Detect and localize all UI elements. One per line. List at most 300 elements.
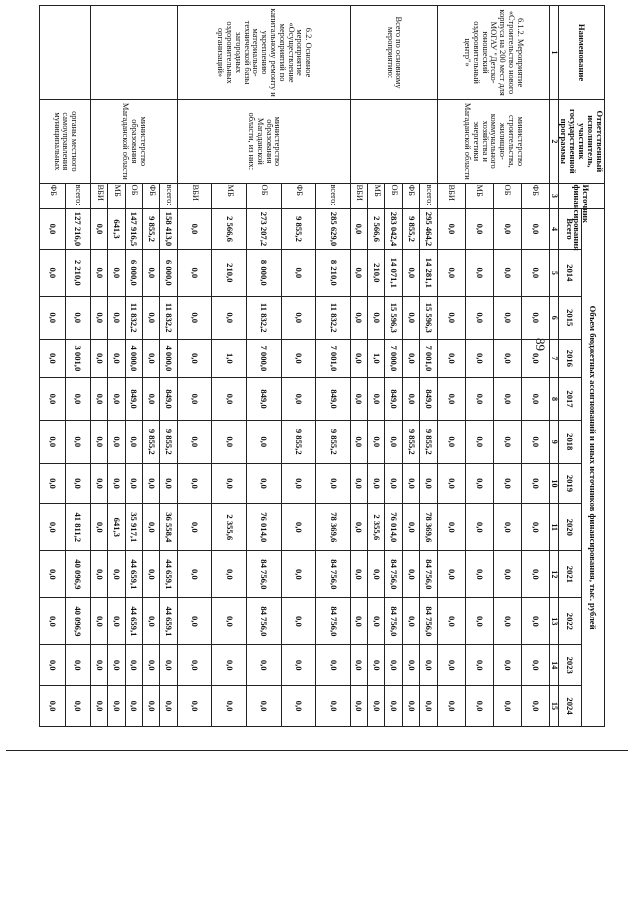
column-number: 14 xyxy=(549,645,558,686)
cell-value: 0,0 xyxy=(39,463,65,504)
header-year: 2014 xyxy=(558,249,581,296)
cell-value: 2 210,0 xyxy=(65,249,90,296)
row-source: ФБ xyxy=(402,183,419,209)
cell-value: 0,0 xyxy=(350,249,367,296)
row-source: МБ xyxy=(368,183,385,209)
row-source: ОБ xyxy=(493,183,521,209)
row-source: ВБИ xyxy=(350,183,367,209)
row-source: ФБ xyxy=(39,183,65,209)
cell-value: 0,0 xyxy=(368,296,385,339)
cell-value: 4 000,0 xyxy=(160,339,177,378)
cell-value: 0,0 xyxy=(108,378,125,421)
cell-value: 0,0 xyxy=(212,420,247,463)
column-number: 1 xyxy=(549,6,558,100)
cell-value: 0,0 xyxy=(402,463,419,504)
row-name xyxy=(39,6,90,100)
cell-value: 0,0 xyxy=(91,504,108,551)
cell-value: 0,0 xyxy=(368,463,385,504)
header-year: 2018 xyxy=(558,420,581,463)
cell-value: 0,0 xyxy=(493,645,521,686)
cell-value: 9 855,2 xyxy=(402,420,419,463)
row-responsible: министерство строительства, жилищно-коммунального хозяйства и энергетики Магаданской области xyxy=(437,100,549,183)
row-source: ОБ xyxy=(246,183,281,209)
cell-value: 0,0 xyxy=(108,296,125,339)
cell-value: 0,0 xyxy=(402,686,419,727)
row-source: ВБИ xyxy=(91,183,108,209)
cell-value: 0,0 xyxy=(350,686,367,727)
cell-value: 0,0 xyxy=(91,645,108,686)
cell-value: 1,0 xyxy=(368,339,385,378)
header-year: 2023 xyxy=(558,645,581,686)
row-source: всего: xyxy=(420,183,437,209)
cell-value: 0,0 xyxy=(350,598,367,645)
cell-value: 0,0 xyxy=(91,463,108,504)
cell-value: 44 659,1 xyxy=(160,598,177,645)
cell-value: 84 756,0 xyxy=(316,551,351,598)
cell-value: 40 096,9 xyxy=(65,551,90,598)
cell-value: 0,0 xyxy=(385,463,402,504)
cell-value: 0,0 xyxy=(437,645,465,686)
cell-value: 0,0 xyxy=(521,209,549,250)
table-row xyxy=(316,6,351,727)
cell-value: 0,0 xyxy=(493,339,521,378)
cell-value: 0,0 xyxy=(108,420,125,463)
cell-value: 0,0 xyxy=(212,463,247,504)
cell-value: 0,0 xyxy=(521,339,549,378)
cell-value: 849,0 xyxy=(246,378,281,421)
cell-value: 0,0 xyxy=(177,339,212,378)
row-source: ФБ xyxy=(281,183,316,209)
header-year: 2020 xyxy=(558,504,581,551)
cell-value: 0,0 xyxy=(177,645,212,686)
cell-value: 7 000,0 xyxy=(246,339,281,378)
column-number: 15 xyxy=(549,686,558,727)
cell-value: 2 566,6 xyxy=(212,209,247,250)
cell-value: 0,0 xyxy=(91,296,108,339)
cell-value: 0,0 xyxy=(91,551,108,598)
cell-value: 0,0 xyxy=(402,339,419,378)
cell-value: 0,0 xyxy=(125,645,142,686)
column-number: 9 xyxy=(549,420,558,463)
cell-value: 84 756,0 xyxy=(385,598,402,645)
header-year: 2016 xyxy=(558,339,581,378)
cell-value: 84 756,0 xyxy=(420,598,437,645)
cell-value: 0,0 xyxy=(143,598,160,645)
cell-value: 9 855,2 xyxy=(316,420,351,463)
column-number: 6 xyxy=(549,296,558,339)
cell-value: 2 355,6 xyxy=(368,504,385,551)
cell-value: 0,0 xyxy=(437,598,465,645)
cell-value: 35 917,1 xyxy=(125,504,142,551)
cell-value: 0,0 xyxy=(493,420,521,463)
column-number: 11 xyxy=(549,504,558,551)
cell-value: 849,0 xyxy=(420,378,437,421)
cell-value: 9 855,2 xyxy=(281,209,316,250)
header-year: 2017 xyxy=(558,378,581,421)
cell-value: 849,0 xyxy=(316,378,351,421)
cell-value: 0,0 xyxy=(437,249,465,296)
cell-value: 0,0 xyxy=(39,551,65,598)
cell-value: 0,0 xyxy=(465,209,493,250)
cell-value: 0,0 xyxy=(143,378,160,421)
cell-value: 41 811,2 xyxy=(65,504,90,551)
cell-value: 0,0 xyxy=(493,249,521,296)
cell-value: 0,0 xyxy=(316,463,351,504)
table-row xyxy=(65,6,90,727)
cell-value: 0,0 xyxy=(39,209,65,250)
cell-value: 0,0 xyxy=(437,551,465,598)
row-source: МБ xyxy=(212,183,247,209)
cell-value: 11 832,2 xyxy=(125,296,142,339)
cell-value: 78 369,6 xyxy=(316,504,351,551)
cell-value: 0,0 xyxy=(177,686,212,727)
cell-value: 44 659,1 xyxy=(125,551,142,598)
cell-value: 0,0 xyxy=(212,598,247,645)
cell-value: 0,0 xyxy=(143,645,160,686)
cell-value: 0,0 xyxy=(212,296,247,339)
cell-value: 0,0 xyxy=(39,504,65,551)
cell-value: 0,0 xyxy=(143,551,160,598)
row-source: ВБИ xyxy=(437,183,465,209)
cell-value: 1,0 xyxy=(212,339,247,378)
row-responsible: министерство образования Магаданской области xyxy=(91,100,178,183)
header-name: Наименование xyxy=(558,6,604,100)
cell-value: 0,0 xyxy=(465,598,493,645)
cell-value: 2 355,6 xyxy=(212,504,247,551)
cell-value: 0,0 xyxy=(465,420,493,463)
row-source: ОБ xyxy=(385,183,402,209)
column-number: 4 xyxy=(549,209,558,250)
cell-value: 0,0 xyxy=(493,463,521,504)
cell-value: 0,0 xyxy=(402,249,419,296)
cell-value: 0,0 xyxy=(39,420,65,463)
cell-value: 0,0 xyxy=(281,645,316,686)
cell-value: 0,0 xyxy=(91,339,108,378)
cell-value: 0,0 xyxy=(465,504,493,551)
cell-value: 0,0 xyxy=(493,296,521,339)
cell-value: 0,0 xyxy=(246,645,281,686)
cell-value: 0,0 xyxy=(91,686,108,727)
cell-value: 849,0 xyxy=(160,378,177,421)
cell-value: 0,0 xyxy=(39,645,65,686)
cell-value: 158 413,0 xyxy=(160,209,177,250)
cell-value: 0,0 xyxy=(281,378,316,421)
cell-value: 44 659,1 xyxy=(160,551,177,598)
cell-value: 0,0 xyxy=(350,209,367,250)
cell-value: 0,0 xyxy=(465,686,493,727)
cell-value: 6 000,0 xyxy=(160,249,177,296)
cell-value: 9 855,2 xyxy=(160,420,177,463)
cell-value: 0,0 xyxy=(281,339,316,378)
cell-value: 0,0 xyxy=(65,420,90,463)
cell-value: 0,0 xyxy=(125,420,142,463)
cell-value: 15 596,3 xyxy=(420,296,437,339)
header-funding: Объем бюджетных ассигнований и иных источников финансирования, тыс. рублей xyxy=(581,209,604,727)
cell-value: 0,0 xyxy=(521,378,549,421)
cell-value: 0,0 xyxy=(246,463,281,504)
cell-value: 0,0 xyxy=(350,645,367,686)
cell-value: 0,0 xyxy=(177,249,212,296)
cell-value: 0,0 xyxy=(521,463,549,504)
cell-value: 0,0 xyxy=(350,339,367,378)
cell-value: 0,0 xyxy=(177,504,212,551)
cell-value: 0,0 xyxy=(368,686,385,727)
cell-value: 0,0 xyxy=(402,296,419,339)
cell-value: 0,0 xyxy=(177,598,212,645)
cell-value: 40 096,9 xyxy=(65,598,90,645)
cell-value: 0,0 xyxy=(65,296,90,339)
cell-value: 9 855,2 xyxy=(143,420,160,463)
cell-value: 0,0 xyxy=(125,463,142,504)
cell-value: 0,0 xyxy=(39,249,65,296)
cell-value: 0,0 xyxy=(521,551,549,598)
cell-value: 0,0 xyxy=(246,686,281,727)
row-source: МБ xyxy=(465,183,493,209)
header-total: Всего xyxy=(558,209,581,250)
cell-value: 0,0 xyxy=(402,645,419,686)
row-source: всего: xyxy=(316,183,351,209)
cell-value: 9 855,2 xyxy=(402,209,419,250)
cell-value: 0,0 xyxy=(281,463,316,504)
cell-value: 0,0 xyxy=(385,420,402,463)
cell-value: 0,0 xyxy=(368,551,385,598)
cell-value: 0,0 xyxy=(493,209,521,250)
cell-value: 0,0 xyxy=(281,551,316,598)
cell-value: 0,0 xyxy=(212,378,247,421)
cell-value: 849,0 xyxy=(385,378,402,421)
cell-value: 0,0 xyxy=(437,420,465,463)
cell-value: 0,0 xyxy=(465,463,493,504)
cell-value: 15 596,3 xyxy=(385,296,402,339)
cell-value: 0,0 xyxy=(281,504,316,551)
page-number: 89 xyxy=(533,338,548,351)
row-responsible: органы местного самоуправления муниципальных xyxy=(39,100,90,183)
header-year: 2015 xyxy=(558,296,581,339)
cell-value: 0,0 xyxy=(39,378,65,421)
header-year: 2021 xyxy=(558,551,581,598)
cell-value: 641,3 xyxy=(108,504,125,551)
cell-value: 11 832,2 xyxy=(246,296,281,339)
cell-value: 0,0 xyxy=(368,645,385,686)
row-name: 6.1.2. Мероприятие «Строительство нового корпуса на 200 мест для МОГАУ "Детско-юношеский оздоровительный центр"» xyxy=(437,6,549,100)
cell-value: 0,0 xyxy=(177,463,212,504)
cell-value: 0,0 xyxy=(521,645,549,686)
cell-value: 0,0 xyxy=(39,296,65,339)
cell-value: 0,0 xyxy=(521,249,549,296)
cell-value: 2 566,6 xyxy=(368,209,385,250)
column-number: 10 xyxy=(549,463,558,504)
cell-value: 0,0 xyxy=(177,378,212,421)
header-row-1 xyxy=(581,6,604,727)
cell-value: 0,0 xyxy=(91,420,108,463)
column-number-row xyxy=(549,6,558,727)
cell-value: 7 001,0 xyxy=(316,339,351,378)
cell-value: 0,0 xyxy=(493,598,521,645)
cell-value: 0,0 xyxy=(177,296,212,339)
cell-value: 0,0 xyxy=(402,504,419,551)
cell-value: 0,0 xyxy=(385,686,402,727)
column-number: 8 xyxy=(549,378,558,421)
cell-value: 0,0 xyxy=(281,598,316,645)
cell-value: 0,0 xyxy=(437,686,465,727)
cell-value: 0,0 xyxy=(420,686,437,727)
cell-value: 641,3 xyxy=(108,209,125,250)
cell-value: 0,0 xyxy=(420,645,437,686)
cell-value: 3 001,0 xyxy=(65,339,90,378)
cell-value: 0,0 xyxy=(437,378,465,421)
cell-value: 0,0 xyxy=(368,598,385,645)
cell-value: 0,0 xyxy=(143,339,160,378)
cell-value: 8 000,0 xyxy=(246,249,281,296)
cell-value: 0,0 xyxy=(143,296,160,339)
cell-value: 0,0 xyxy=(521,504,549,551)
cell-value: 0,0 xyxy=(493,378,521,421)
header-source: Источник финансирования xyxy=(558,183,604,209)
rotated-table-container xyxy=(47,5,605,727)
cell-value: 210,0 xyxy=(212,249,247,296)
cell-value: 0,0 xyxy=(402,551,419,598)
cell-value: 0,0 xyxy=(420,463,437,504)
cell-value: 285 629,0 xyxy=(316,209,351,250)
cell-value: 0,0 xyxy=(177,551,212,598)
cell-value: 0,0 xyxy=(350,378,367,421)
cell-value: 0,0 xyxy=(350,504,367,551)
cell-value: 0,0 xyxy=(350,551,367,598)
row-responsible: министерство образования Магаданской области, из них: xyxy=(177,100,350,183)
cell-value: 9 855,2 xyxy=(420,420,437,463)
cell-value: 84 756,0 xyxy=(246,551,281,598)
cell-value: 0,0 xyxy=(465,339,493,378)
cell-value: 84 756,0 xyxy=(385,551,402,598)
cell-value: 76 014,0 xyxy=(246,504,281,551)
cell-value: 0,0 xyxy=(212,551,247,598)
cell-value: 283 042,4 xyxy=(385,209,402,250)
row-source: ВБИ xyxy=(177,183,212,209)
cell-value: 6 000,0 xyxy=(125,249,142,296)
cell-value: 0,0 xyxy=(521,686,549,727)
cell-value: 0,0 xyxy=(108,551,125,598)
cell-value: 9 855,2 xyxy=(143,209,160,250)
cell-value: 0,0 xyxy=(160,686,177,727)
cell-value: 0,0 xyxy=(212,686,247,727)
cell-value: 7 001,0 xyxy=(420,339,437,378)
cell-value: 0,0 xyxy=(465,249,493,296)
cell-value: 0,0 xyxy=(108,598,125,645)
table-body xyxy=(39,6,549,727)
cell-value: 0,0 xyxy=(143,504,160,551)
column-number: 2 xyxy=(549,100,558,183)
cell-value: 0,0 xyxy=(143,249,160,296)
cell-value: 0,0 xyxy=(91,249,108,296)
cell-value: 0,0 xyxy=(437,296,465,339)
cell-value: 273 207,2 xyxy=(246,209,281,250)
cell-value: 0,0 xyxy=(465,645,493,686)
cell-value: 0,0 xyxy=(465,551,493,598)
cell-value: 44 659,1 xyxy=(125,598,142,645)
cell-value: 0,0 xyxy=(65,686,90,727)
cell-value: 84 756,0 xyxy=(316,598,351,645)
row-source: МБ xyxy=(108,183,125,209)
cell-value: 84 756,0 xyxy=(420,551,437,598)
cell-value: 849,0 xyxy=(125,378,142,421)
cell-value: 0,0 xyxy=(368,378,385,421)
column-number: 12 xyxy=(549,551,558,598)
cell-value: 0,0 xyxy=(125,686,142,727)
cell-value: 0,0 xyxy=(65,645,90,686)
row-name: Всего по основному мероприятию: xyxy=(350,6,437,100)
cell-value: 0,0 xyxy=(143,686,160,727)
cell-value: 0,0 xyxy=(493,504,521,551)
cell-value: 9 855,2 xyxy=(281,420,316,463)
financing-table xyxy=(39,5,605,727)
cell-value: 0,0 xyxy=(108,249,125,296)
cell-value: 78 369,6 xyxy=(420,504,437,551)
cell-value: 0,0 xyxy=(437,463,465,504)
cell-value: 4 000,0 xyxy=(125,339,142,378)
column-number: 5 xyxy=(549,249,558,296)
cell-value: 0,0 xyxy=(402,378,419,421)
cell-value: 0,0 xyxy=(521,420,549,463)
header-year: 2019 xyxy=(558,463,581,504)
column-number: 3 xyxy=(549,183,558,209)
cell-value: 0,0 xyxy=(39,598,65,645)
cell-value: 0,0 xyxy=(465,296,493,339)
cell-value: 0,0 xyxy=(521,598,549,645)
column-number: 7 xyxy=(549,339,558,378)
cell-value: 0,0 xyxy=(316,686,351,727)
row-source: всего: xyxy=(160,183,177,209)
row-source: ФБ xyxy=(521,183,549,209)
cell-value: 0,0 xyxy=(350,463,367,504)
row-source: всего: xyxy=(65,183,90,209)
header-year: 2022 xyxy=(558,598,581,645)
row-responsible xyxy=(350,100,437,183)
cell-value: 0,0 xyxy=(281,686,316,727)
cell-value: 0,0 xyxy=(143,463,160,504)
cell-value: 0,0 xyxy=(385,645,402,686)
row-source: ФБ xyxy=(143,183,160,209)
cell-value: 0,0 xyxy=(281,296,316,339)
cell-value: 0,0 xyxy=(316,645,351,686)
header-responsible: Ответственный исполнитель, участник государственной программы xyxy=(558,100,604,183)
cell-value: 84 756,0 xyxy=(246,598,281,645)
cell-value: 14 281,1 xyxy=(420,249,437,296)
row-name xyxy=(91,6,178,100)
cell-value: 76 014,0 xyxy=(385,504,402,551)
cell-value: 0,0 xyxy=(402,598,419,645)
cell-value: 14 071,1 xyxy=(385,249,402,296)
cell-value: 0,0 xyxy=(108,645,125,686)
cell-value: 127 216,0 xyxy=(65,209,90,250)
cell-value: 0,0 xyxy=(281,249,316,296)
cell-value: 0,0 xyxy=(350,420,367,463)
cell-value: 0,0 xyxy=(368,420,385,463)
cell-value: 0,0 xyxy=(91,378,108,421)
table-row xyxy=(420,6,437,727)
column-number: 13 xyxy=(549,598,558,645)
cell-value: 11 832,2 xyxy=(316,296,351,339)
cell-value: 147 916,5 xyxy=(125,209,142,250)
cell-value: 0,0 xyxy=(212,645,247,686)
cell-value: 0,0 xyxy=(65,378,90,421)
cell-value: 295 464,2 xyxy=(420,209,437,250)
cell-value: 0,0 xyxy=(91,598,108,645)
cell-value: 0,0 xyxy=(521,296,549,339)
cell-value: 0,0 xyxy=(91,209,108,250)
cell-value: 0,0 xyxy=(108,686,125,727)
cell-value: 8 210,0 xyxy=(316,249,351,296)
cell-value: 0,0 xyxy=(177,209,212,250)
